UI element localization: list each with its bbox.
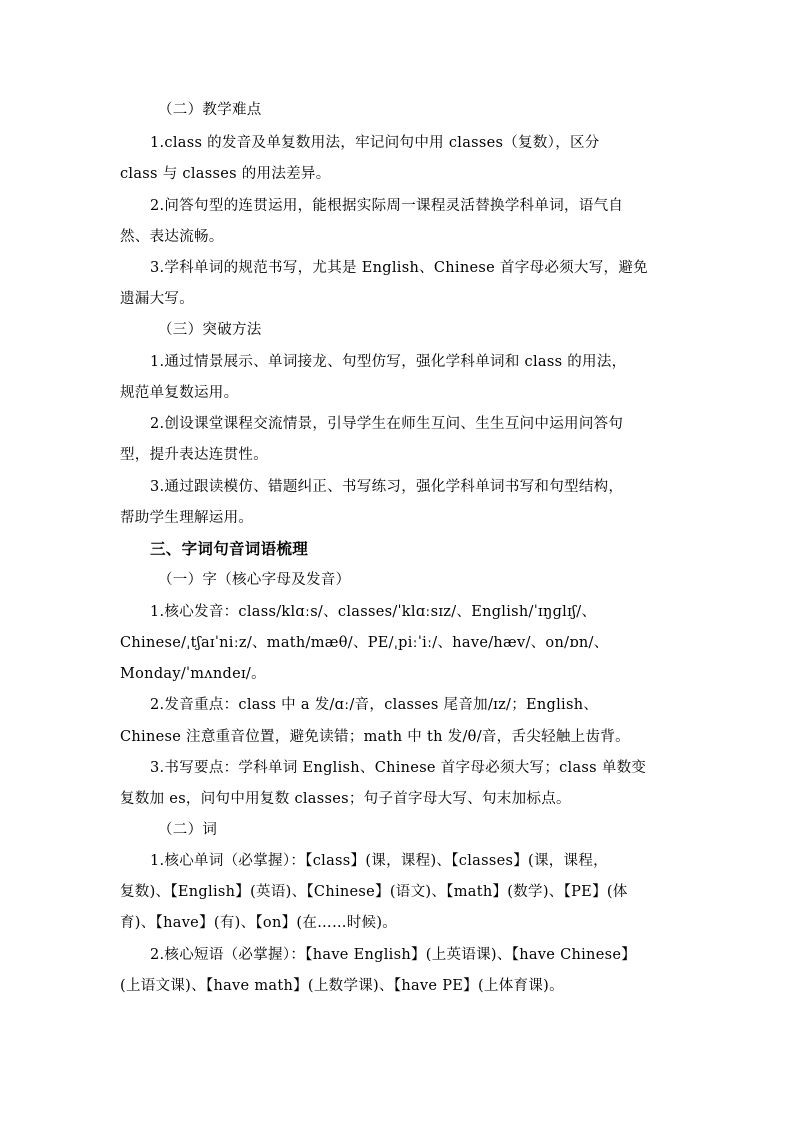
paragraph-line: 3.书写要点：学科单词 English、Chinese 首字母必须大写；class 单数变 (150, 760, 647, 776)
paragraph-line: Monday/ˈmʌndeɪ/。 (120, 666, 266, 682)
paragraph-line: 遗漏大写。 (120, 291, 194, 307)
subsection-heading-letters: （一）字（核心字母及发音） (158, 572, 351, 588)
paragraph-line: 1.通过情景展示、单词接龙、句型仿写，强化学科单词和 class 的用法， (150, 354, 627, 370)
subsection-heading-words: （二）词 (158, 822, 218, 838)
paragraph-line: 规范单复数运用。 (120, 385, 239, 401)
paragraph-line: 1.核心发音：class/klɑːs/、classes/ˈklɑːsɪz/、English/ˈɪŋɡlɪʃ/、 (150, 604, 597, 620)
paragraph-line: 育)、【have】(有)、【on】(在……时候)。 (120, 915, 398, 931)
section-heading-methods: （三）突破方法 (158, 322, 262, 338)
paragraph-line: 2.问答句型的连贯运用，能根据实际周一课程灵活替换学科单词，语气自 (150, 198, 624, 214)
paragraph-line: 2.创设课堂课程交流情景，引导学生在师生互问、生生互问中运用问答句 (150, 416, 624, 432)
paragraph-line: 2.发音重点：class 中 a 发/ɑː/音，classes 尾音加/ɪz/；English、 (150, 697, 599, 713)
part-heading-vocabulary: 三、字词句音词语梳理 (150, 539, 309, 558)
paragraph-line: 3.学科单词的规范书写，尤其是 English、Chinese 首字母必须大写，避免 (150, 260, 648, 276)
paragraph-line: 然、表达流畅。 (120, 229, 224, 245)
section-heading-difficulties: （二）教学难点 (158, 102, 262, 118)
paragraph-line: 3.通过跟读模仿、错题纠正、书写练习，强化学科单词书写和句型结构， (150, 479, 624, 495)
paragraph-line: 复数)、【English】(英语)、【Chinese】(语文)、【math】(数学)、【PE】(体 (120, 884, 628, 900)
paragraph-line: Chinese/ˌtʃaɪˈniːz/、math/mæθ/、PE/ˌpiːˈiː/、have/hæv/、on/ɒn/、 (120, 635, 609, 651)
paragraph-line: class 与 classes 的用法差异。 (120, 166, 331, 182)
paragraph-line: 复数加 es，问句中用复数 classes；句子首字母大写、句末加标点。 (120, 791, 571, 807)
paragraph-line: 型，提升表达连贯性。 (120, 447, 268, 463)
paragraph-line: 1.核心单词（必掌握）：【class】(课，课程)、【classes】(课，课程， (150, 853, 608, 869)
paragraph-line: (上语文课)、【have math】(上数学课)、【have PE】(上体育课)。 (120, 978, 564, 994)
paragraph-line: 帮助学生理解运用。 (120, 510, 254, 526)
paragraph-line: 2.核心短语（必掌握）：【have English】(上英语课)、【have Chinese】 (150, 947, 636, 963)
paragraph-line: 1.class 的发音及单复数用法，牢记问句中用 classes（复数），区分 (150, 135, 600, 151)
paragraph-line: Chinese 注意重音位置，避免读错；math 中 th 发/θ/音，舌尖轻触上齿背。 (120, 729, 630, 745)
